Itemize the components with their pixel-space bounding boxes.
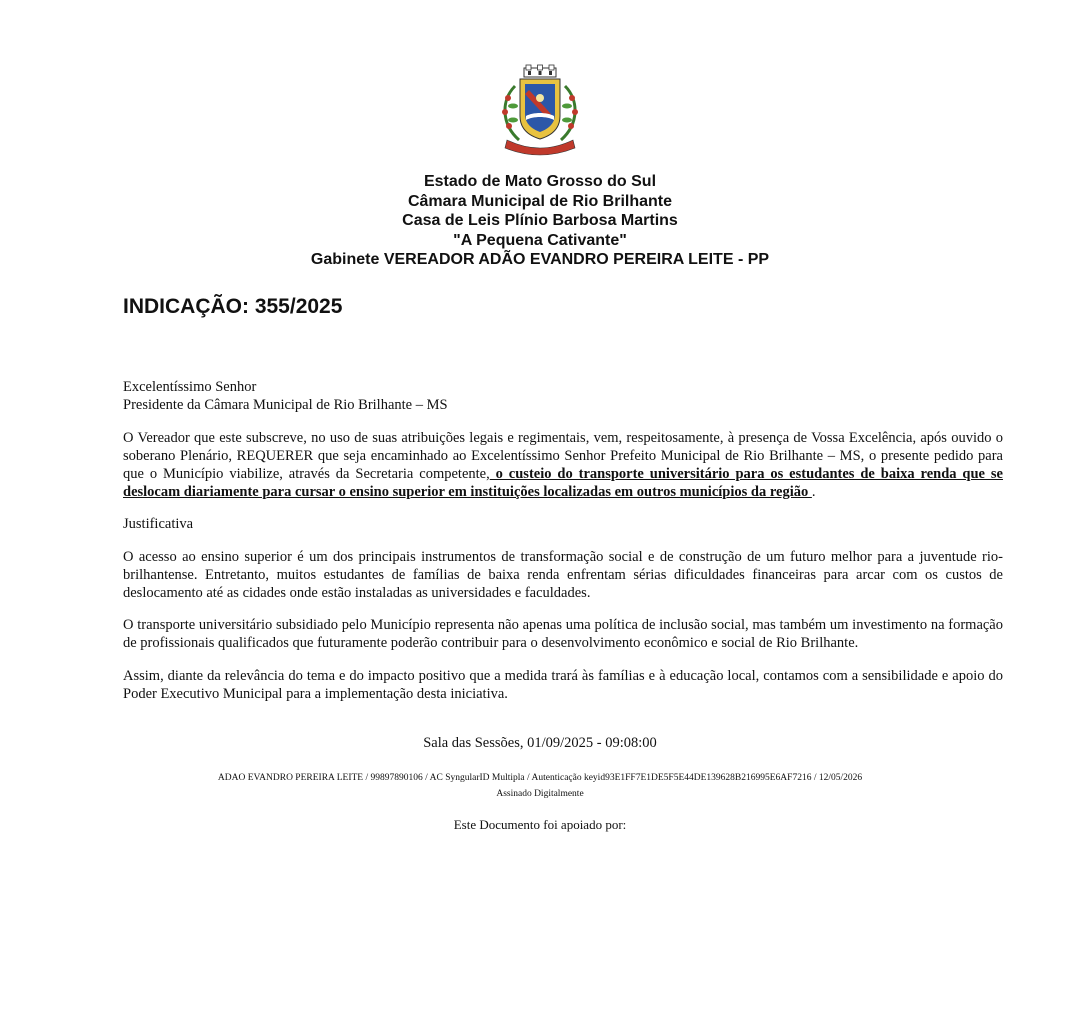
session-info: Sala das Sessões, 01/09/2025 - 09:08:00	[423, 735, 657, 751]
justification-paragraph-3: Assim, diante da relevância do tema e do impacto positivo que a medida trará às famílias e à educação local, contamos com a sensibilidade e apoio do Poder Executivo Municipal para a implementação desta iniciativa.	[123, 668, 1003, 702]
salutation	[123, 378, 1003, 414]
digital-signature	[0, 770, 1080, 802]
signature-line: ADAO EVANDRO PEREIRA LEITE / 99897890106 / AC SyngularID Multipla / Autenticação keyid93E1FF7E1DE5F5E44DE139628B216995E6AF7216 / 12/05/2026	[217, 773, 863, 783]
salutation-line-2: Presidente da Câmara Municipal de Rio Brilhante – MS	[123, 397, 448, 413]
header-motto: "A Pequena Cativante"	[453, 231, 627, 249]
header-chamber: Câmara Municipal de Rio Brilhante	[407, 192, 673, 210]
request-intro: O Vereador que este subscreve, no uso de suas atribuições legais e regimentais, vem, respeitosamente, à presença de Vossa Excelência, após ouvido o soberano Plenário, REQUERER que seja encaminhado ao Excelentíssimo Senhor Prefeito Municipal de Rio Brilhante – MS, o presente pedido para que o Município viabilize, através da Secretaria competente,	[123, 430, 1003, 482]
justification-heading: Justificativa	[123, 516, 194, 532]
document-header	[0, 172, 1080, 270]
justification-paragraph-1: O acesso ao ensino superior é um dos principais instrumentos de transformação social e de construção de um futuro melhor para a juventude rio-brilhantense. Entretanto, muitos estudantes de famílias de baixa renda enfrentam sérias dificuldades financeiras para arcar com os custos de deslocamento até as cidades onde estão instaladas as universidades e faculdades.	[123, 549, 1003, 601]
document-title: INDICAÇÃO: 355/2025	[123, 295, 343, 318]
salutation-line-1: Excelentíssimo Senhor	[123, 379, 257, 395]
request-paragraph	[123, 429, 1003, 501]
header-office: Gabinete VEREADOR ADÃO EVANDRO PEREIRA LEITE - PP	[310, 251, 770, 268]
request-end: .	[811, 484, 816, 500]
header-house: Casa de Leis Plínio Barbosa Martins	[402, 212, 678, 229]
header-state: Estado de Mato Grosso do Sul	[423, 173, 657, 190]
justification-paragraph-2: O transporte universitário subsidiado pelo Município representa não apenas uma política de inclusão social, mas também um investimento na formação de profissionais qualificados que futuramente poderão contribuir para o desenvolvimento econômico e social de Rio Brilhante.	[123, 617, 1003, 651]
request-highlight: o custeio do transporte universitário para os estudantes de baixa renda que se deslocam diariamente para cursar o ensino superior em instituições localizadas em outros municípios da região	[123, 466, 1003, 500]
support-note: Este Documento foi apoiado por:	[453, 817, 627, 832]
signature-status: Assinado Digitalmente	[496, 789, 584, 799]
coat-of-arms-icon	[493, 64, 587, 158]
